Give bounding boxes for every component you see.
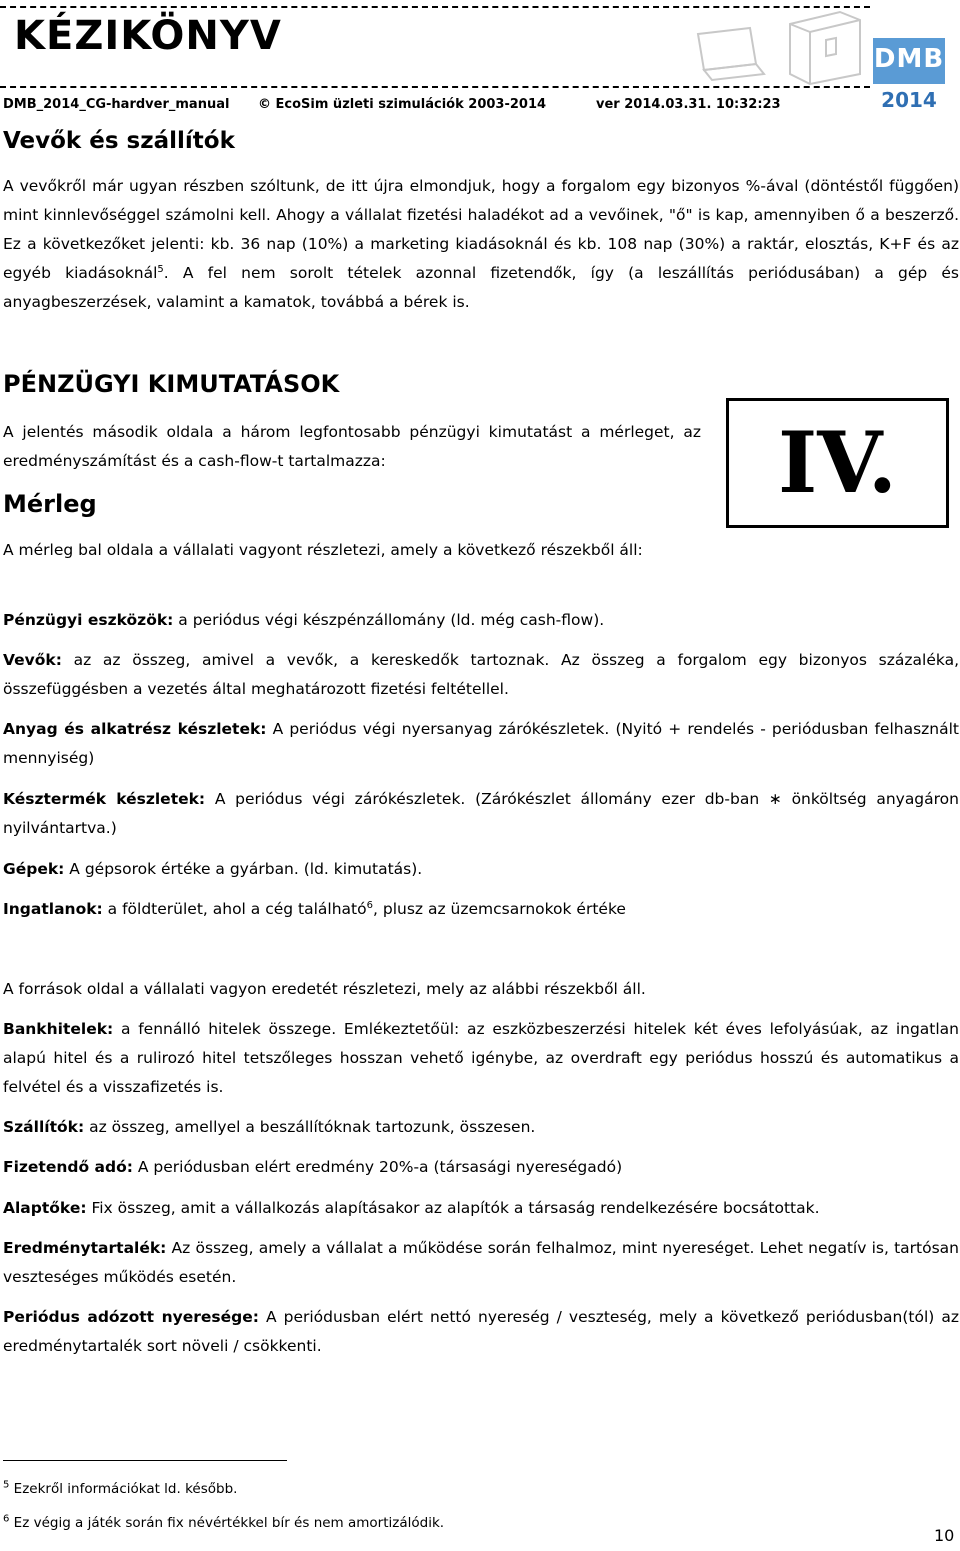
header-dash-bottom (0, 86, 870, 88)
asset-receivables: Vevők: az az összeg, amivel a vevők, a kereskedők tartoznak. Az összeg a forgalom egy bizonyos százaléka, összefüggésben a vezetés által meghatározott fizetési feltétellel. (3, 651, 959, 698)
liability-share-capital: Alaptőke: Fix összeg, amit a vállalkozás alapításakor az alapítók a társaság rendelkezésére bocsátottak. (3, 1199, 820, 1217)
footnote-5: $^5$ Ezekről információkat ld. később. (3, 1479, 238, 1497)
asterisk-symbol: ∗ (768, 790, 782, 808)
balance-intro: A mérleg bal oldala a vállalati vagyont részletezi, amely a következő részekből áll: (3, 541, 643, 559)
header-version: ver 2014.03.31. 10:32:23 (596, 97, 781, 112)
laptop-box-illustration-icon (690, 4, 870, 86)
liabilities-intro: A források oldal a vállalati vagyon eredetét részletezi, mely az alábbi részekből áll. (3, 980, 646, 998)
header-manual-id: DMB_2014_CG-hardver_manual (3, 97, 230, 112)
chapter-badge: IV. (726, 398, 949, 528)
liability-tax: Fizetendő adó: A periódusban elért eredmény 20%-a (társasági nyereségadó) (3, 1158, 623, 1176)
financial-intro: A jelentés második oldala a három legfontosabb pénzügyi kimutatást a mérleget, az eredményszámítást és a cash-flow-t tartalmazza: (3, 423, 701, 470)
footnote-separator (3, 1460, 287, 1461)
dmb-logo-year: 2014 (881, 88, 937, 112)
section-title-customers: Vevők és szállítók (3, 128, 235, 154)
asset-finished-goods: Késztermék készletek: A periódus végi zárókészletek. (Zárókészlet állomány ezer db-ban ∗ önköltség anyagáron nyilvántartva.) (3, 790, 959, 837)
asset-materials: Anyag és alkatrész készletek: A periódus végi nyersanyag zárókészletek. (Nyitó + rendelés - periódusban felhasznált mennyiség) (3, 720, 960, 767)
liability-period-profit: Periódus adózott nyeresége: A periódusban elért nettó nyereség / veszteség, mely a következő periódusban(tól) az eredménytartalék sort növeli / csökkenti. (3, 1308, 959, 1355)
footnote-6: $^6$ Ez végig a játék során fix névértékkel bír és nem amortizálódik. (3, 1513, 445, 1531)
page-header-title: KÉZIKÖNYV (14, 13, 282, 59)
liability-suppliers: Szállítók: az összeg, amellyel a beszállítóknak tartozunk, összesen. (3, 1118, 536, 1136)
section-title-balance: Mérleg (3, 490, 97, 518)
section-title-financial: PÉNZÜGYI KIMUTATÁSOK (3, 370, 340, 398)
asset-real-estate: Ingatlanok: a földterület, ahol a cég található$^6$, plusz az üzemcsarnokok értéke (3, 899, 626, 918)
liability-bank-loans: Bankhitelek: a fennálló hitelek összege. Emlékeztetőül: az eszközbeszerzési hitelek két éves lefolyásúak, az ingatlan alapú hitel és a rulirozó hitel tetszőleges hosszan vehető igénybe, az overdraft egy periódus hosszú és automatikus a felvétel és a visszafizetés is. (3, 1020, 959, 1096)
dmb-logo-text: DMB (873, 44, 945, 74)
asset-machines: Gépek: A gépsorok értéke a gyárban. (ld. kimutatás). (3, 860, 423, 878)
header-copyright: © EcoSim üzleti szimulációk 2003-2014 (258, 97, 547, 112)
customers-paragraph: A vevőkről már ugyan részben szóltunk, de itt újra elmondjuk, hogy a forgalom egy bizonyos %-ával (döntéstől függően) mint kinnlevőséggel számolni kell. Ahogy a vállalat fizetési haladékot ad a vevőinek, "ő" is kap, amennyiben ő a beszerző. Ez a következőket jelenti: kb. 36 nap (10%) a marketing kiadásoknál és kb. 108 nap (30%) a raktár, elosztás, K+F és az egyéb kiadásoknál$^5$. A fel nem sorolt tételek azonnal fizetendők, így (a leszállítás periódusában) a gép és anyagbeszerzések, valamint a kamatok, továbbá a bérek is. (3, 177, 959, 311)
page-number: 10 (934, 1526, 955, 1545)
liability-retained-earnings: Eredménytartalék: Az összeg, amely a vállalat a működése során felhalmoz, mint nyereséget. Lehet negatív is, tartósan veszteséges működés esetén. (3, 1239, 959, 1286)
asset-financial: Pénzügyi eszközök: a periódus végi készpénzállomány (ld. még cash-flow). (3, 611, 605, 629)
